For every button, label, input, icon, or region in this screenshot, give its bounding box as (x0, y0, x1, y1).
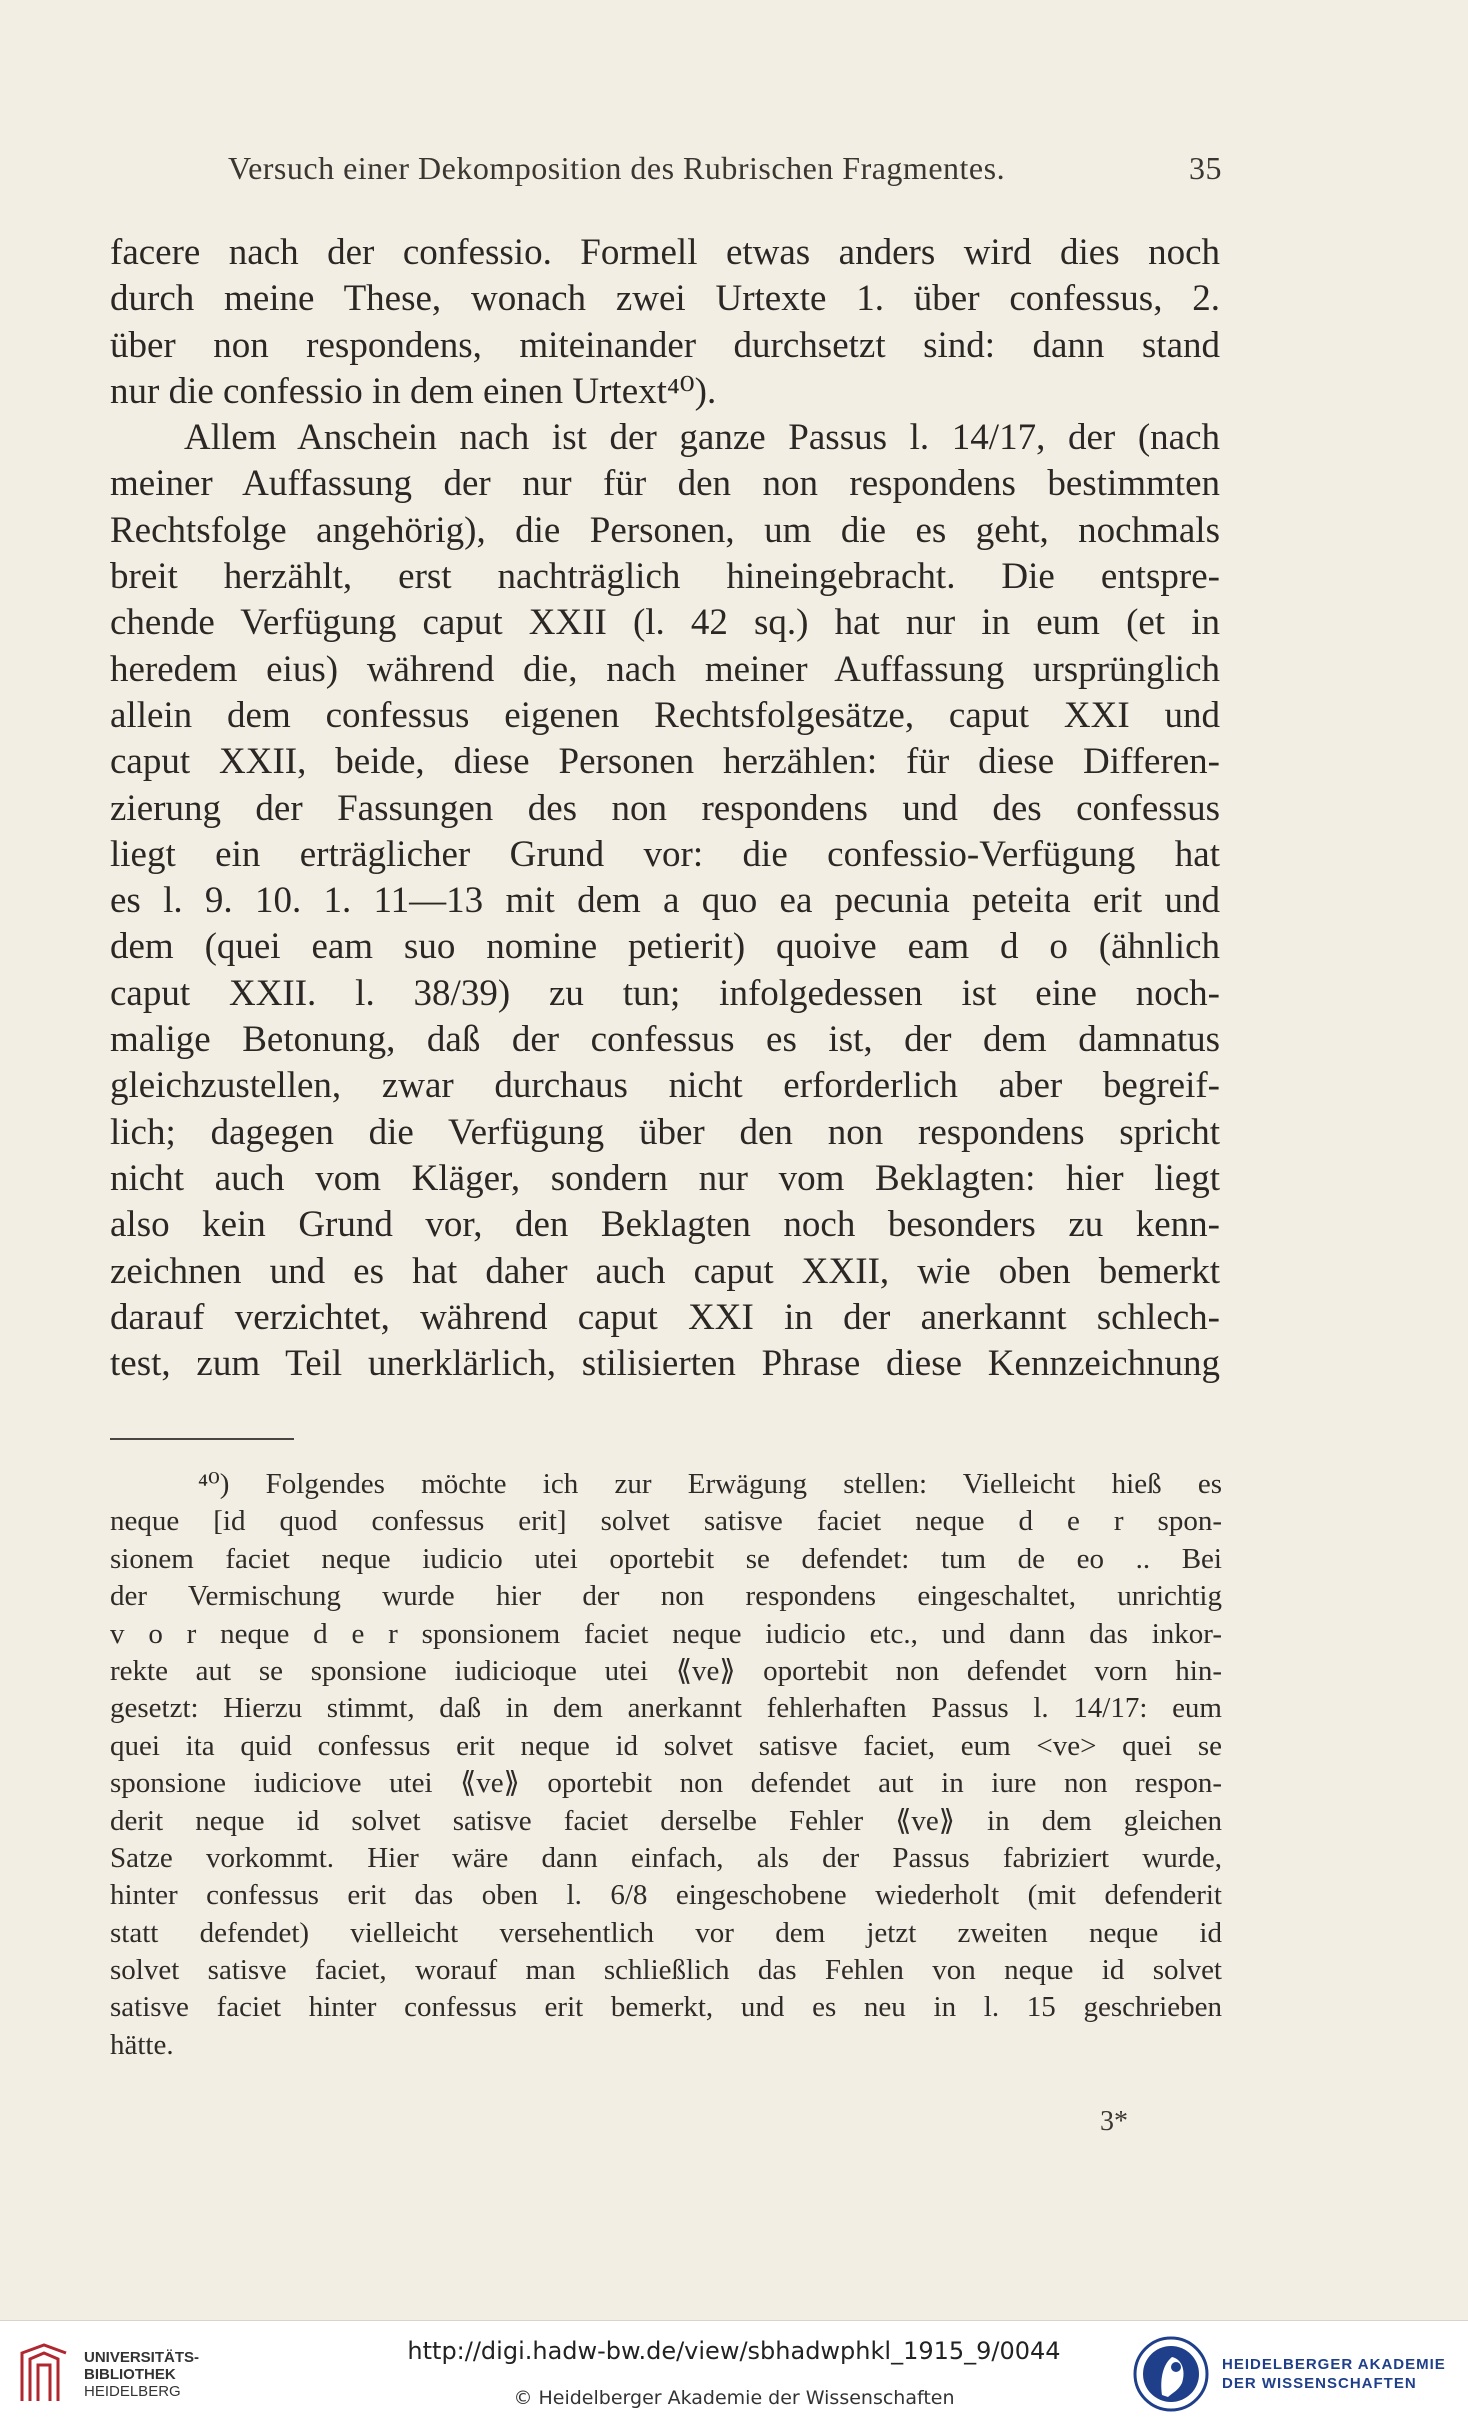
body-line: nur die confessio in dem einen Urtext⁴⁰). (110, 370, 717, 412)
footnote-line: gesetzt: Hierzu stimmt, daß in dem anerkannt fehlerhaften Passus l. 14/17: eum (110, 1692, 1222, 1725)
academy-name (1222, 2355, 1446, 2393)
footnote-line: sponsione iudiciove utei ⟪ve⟫ oportebit non defendet aut in iure non respon- (110, 1767, 1222, 1800)
body-line: also kein Grund vor, den Beklagten noch besonders zu kenn- (110, 1204, 1220, 1246)
body-line: gleichzustellen, zwar durchaus nicht erforderlich aber begreif- (110, 1065, 1220, 1107)
signature-mark: 3* (1100, 2106, 1128, 2137)
running-head (228, 150, 1222, 187)
copyright-notice: © Heidelberger Akademie der Wissenschaften (513, 2387, 955, 2409)
footnote-line: Satze vorkommt. Hier wäre dann einfach, als der Passus fabriziert wurde, (110, 1841, 1222, 1874)
footnote-line: rekte aut se sponsione iudicioque utei ⟪ve⟫ oportebit non defendet vorn hin- (110, 1654, 1222, 1687)
footnote-line: ⁴⁰) Folgendes möchte ich zur Erwägung stellen: Vielleicht hieß es (198, 1468, 1222, 1500)
body-line: liegt ein erträglicher Grund vor: die confessio-Verfügung hat (110, 833, 1220, 875)
body-line: chende Verfügung caput XXII (l. 42 sq.) hat nur in eum (et in (110, 602, 1220, 644)
footnote-line: hätte. (110, 2028, 174, 2061)
body-line: facere nach der confessio. Formell etwas anders wird dies noch (110, 232, 1220, 273)
body-line: über non respondens, miteinander durchsetzt sind: dann stand (110, 324, 1220, 366)
footer-bar (0, 2320, 1468, 2427)
footnote-line: der Vermischung wurde hier der non respondens eingeschaltet, unrichtig (110, 1580, 1222, 1613)
academy-line: HEIDELBERGER AKADEMIE (1222, 2356, 1446, 2373)
library-line: UNIVERSITÄTS- (84, 2349, 200, 2366)
body-line: caput XXII, beide, diese Personen herzählen: für diese Differen- (110, 741, 1220, 783)
body-line: test, zum Teil unerklärlich, stilisierten Phrase diese Kennzeichnung (110, 1343, 1220, 1385)
body-line: darauf verzichtet, während caput XXI in der anerkannt schlech- (110, 1296, 1220, 1338)
body-line: nicht auch vom Kläger, sondern nur vom Beklagten: hier liegt (110, 1157, 1220, 1199)
library-line: HEIDELBERG (84, 2383, 181, 2400)
body-line: malige Betonung, daß der confessus es ist, der dem damnatus (110, 1019, 1220, 1061)
body-line: caput XXII. l. 38/39) zu tun; infolgedessen ist eine noch- (110, 972, 1220, 1014)
paragraph-first-line: Allem Anschein nach ist der ganze Passus l. 14/17, der (nach (184, 417, 1220, 459)
body-line: durch meine These, wonach zwei Urtexte 1. über confessus, 2. (110, 278, 1220, 320)
footnote-line: neque [id quod confessus erit] solvet satisve faciet neque d e r spon- (110, 1505, 1222, 1538)
body-line: meiner Auffassung der nur für den non respondens bestimmten (110, 463, 1220, 505)
library-line: BIBLIOTHEK (84, 2366, 176, 2383)
body-text (110, 230, 1220, 1387)
footnote-line: statt defendet) vielleicht versehentlich vor dem jetzt zweiten neque id (110, 1916, 1222, 1949)
page-number: 35 (1189, 150, 1222, 186)
footnote-line: sionem faciet neque iudicio utei oportebit se defendet: tum de eo .. Bei (110, 1542, 1222, 1575)
body-line: Rechtsfolge angehörig), die Personen, um die es geht, nochmals (110, 509, 1220, 551)
footnote-line: satisve faciet hinter confessus erit bemerkt, und es neu in l. 15 geschrieben (110, 1991, 1222, 2024)
body-line: lich; dagegen die Verfügung über den non respondens spricht (110, 1111, 1220, 1153)
body-line: zierung der Fassungen des non respondens und des confessus (110, 787, 1220, 829)
footnote-divider (110, 1438, 294, 1440)
footnote-line: solvet satisve faciet, worauf man schließlich das Fehlen von neque id solvet (110, 1954, 1222, 1987)
footnote-line: derit neque id solvet satisve faciet derselbe Fehler ⟪ve⟫ in dem gleichen (110, 1804, 1222, 1837)
body-line: es l. 9. 10. 1. 11—13 mit dem a quo ea pecunia peteita erit und (110, 880, 1220, 922)
academy-seal-icon (1132, 2333, 1210, 2415)
footnote-line: quei ita quid confessus erit neque id solvet satisve faciet, eum <ve> quei se (110, 1729, 1222, 1762)
academy-line: DER WISSENSCHAFTEN (1222, 2375, 1417, 2392)
permalink-url[interactable]: http://digi.hadw-bw.de/view/sbhadwphkl_1915_9/0044 (407, 2337, 1061, 2365)
body-line: heredem eius) während die, nach meiner Auffassung ursprünglich (110, 648, 1220, 690)
footnote-line: v o r neque d e r sponsionem faciet neque iudicio etc., und dann das inkor- (110, 1617, 1222, 1650)
footnote (110, 1466, 1222, 2064)
body-line: breit herzählt, erst nachträglich hineingebracht. Die entspre- (110, 556, 1220, 598)
running-title: Versuch einer Dekomposition des Rubrischen Fragmentes. (228, 150, 1006, 186)
body-line: allein dem confessus eigenen Rechtsfolgesätze, caput XXI und (110, 694, 1220, 736)
body-line: zeichnen und es hat daher auch caput XXII, wie oben bemerkt (110, 1250, 1220, 1292)
body-line: dem (quei eam suo nomine petierit) quoive eam d o (ähnlich (110, 926, 1220, 968)
footnote-line: hinter confessus erit das oben l. 6/8 eingeschobene wiederholt (mit defenderit (110, 1879, 1222, 1912)
